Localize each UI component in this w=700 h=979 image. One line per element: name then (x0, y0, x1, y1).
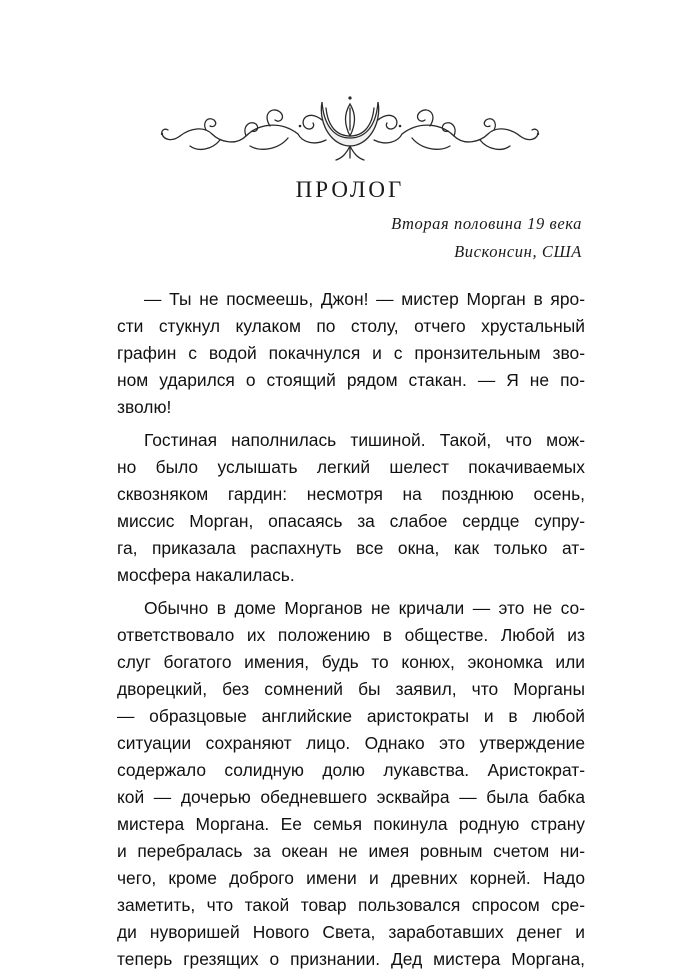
text-line: кой — дочерью обедневшего эсквайра — была бабка (117, 787, 585, 807)
body-text (117, 286, 585, 979)
epigraph (391, 210, 582, 266)
text-line: мосфера накалилась. (117, 565, 295, 585)
text-line: зволю! (117, 397, 172, 417)
text-line: Гостиная наполнилась тишиной. Такой, что мож- (144, 430, 585, 450)
text-line: содержало солидную долю лукавства. Аристократ- (117, 760, 585, 780)
text-line: чего, кроме доброго имени и древних корней. Надо (117, 868, 585, 888)
text-line: — Ты не посмеешь, Джон! — мистер Морган в яро- (144, 289, 585, 309)
text-line: ответствовало их положению в обществе. Любой из (117, 625, 585, 645)
text-line: мистера Моргана. Ее семья покинула родную страну (117, 814, 585, 834)
crescent-moon-flourish-icon (150, 80, 550, 170)
paragraph (117, 427, 585, 589)
text-line: га, приказала распахнуть все окна, как только ат- (117, 538, 585, 558)
text-line: ди нуворишей Нового Света, заработавших денег и (117, 922, 585, 942)
text-line: Обычно в доме Морганов не кричали — это не со- (144, 598, 585, 618)
text-line: ситуации сохраняют лицо. Однако это утверждение (117, 733, 585, 753)
text-line: теперь грезящих о признании. Дед мистера Моргана, (117, 949, 585, 969)
text-line: дворецкий, без сомнений бы заявил, что Морганы (117, 679, 585, 699)
text-line: и перебралась за океан не имея ровным счетом ни- (117, 841, 585, 861)
text-line: миссис Морган, опасаясь за слабое сердце супру- (117, 511, 585, 531)
text-line: сти стукнул кулаком по столу, отчего хрустальный (117, 316, 585, 336)
text-line: слуг богатого имения, будь то конюх, экономка или (117, 652, 585, 672)
paragraph (117, 286, 585, 421)
paragraph (117, 595, 585, 973)
text-line: сквозняком гардин: несмотря на позднюю осень, (117, 484, 585, 504)
epigraph-time: Вторая половина 19 века (391, 214, 582, 233)
text-line: заметить, что такой товар пользовался спросом сре- (117, 895, 585, 915)
text-line: — образцовые английские аристократы и в любой (117, 706, 585, 726)
epigraph-place: Висконсин, США (454, 242, 582, 261)
chapter-title: ПРОЛОГ (295, 177, 405, 202)
text-line: графин с водой покачнулся и с пронзительным зво- (117, 343, 585, 363)
text-line: ном ударился о стоящий рядом стакан. — Я не по- (117, 370, 585, 390)
text-line: но было услышать легкий шелест покачиваемых (117, 457, 585, 477)
